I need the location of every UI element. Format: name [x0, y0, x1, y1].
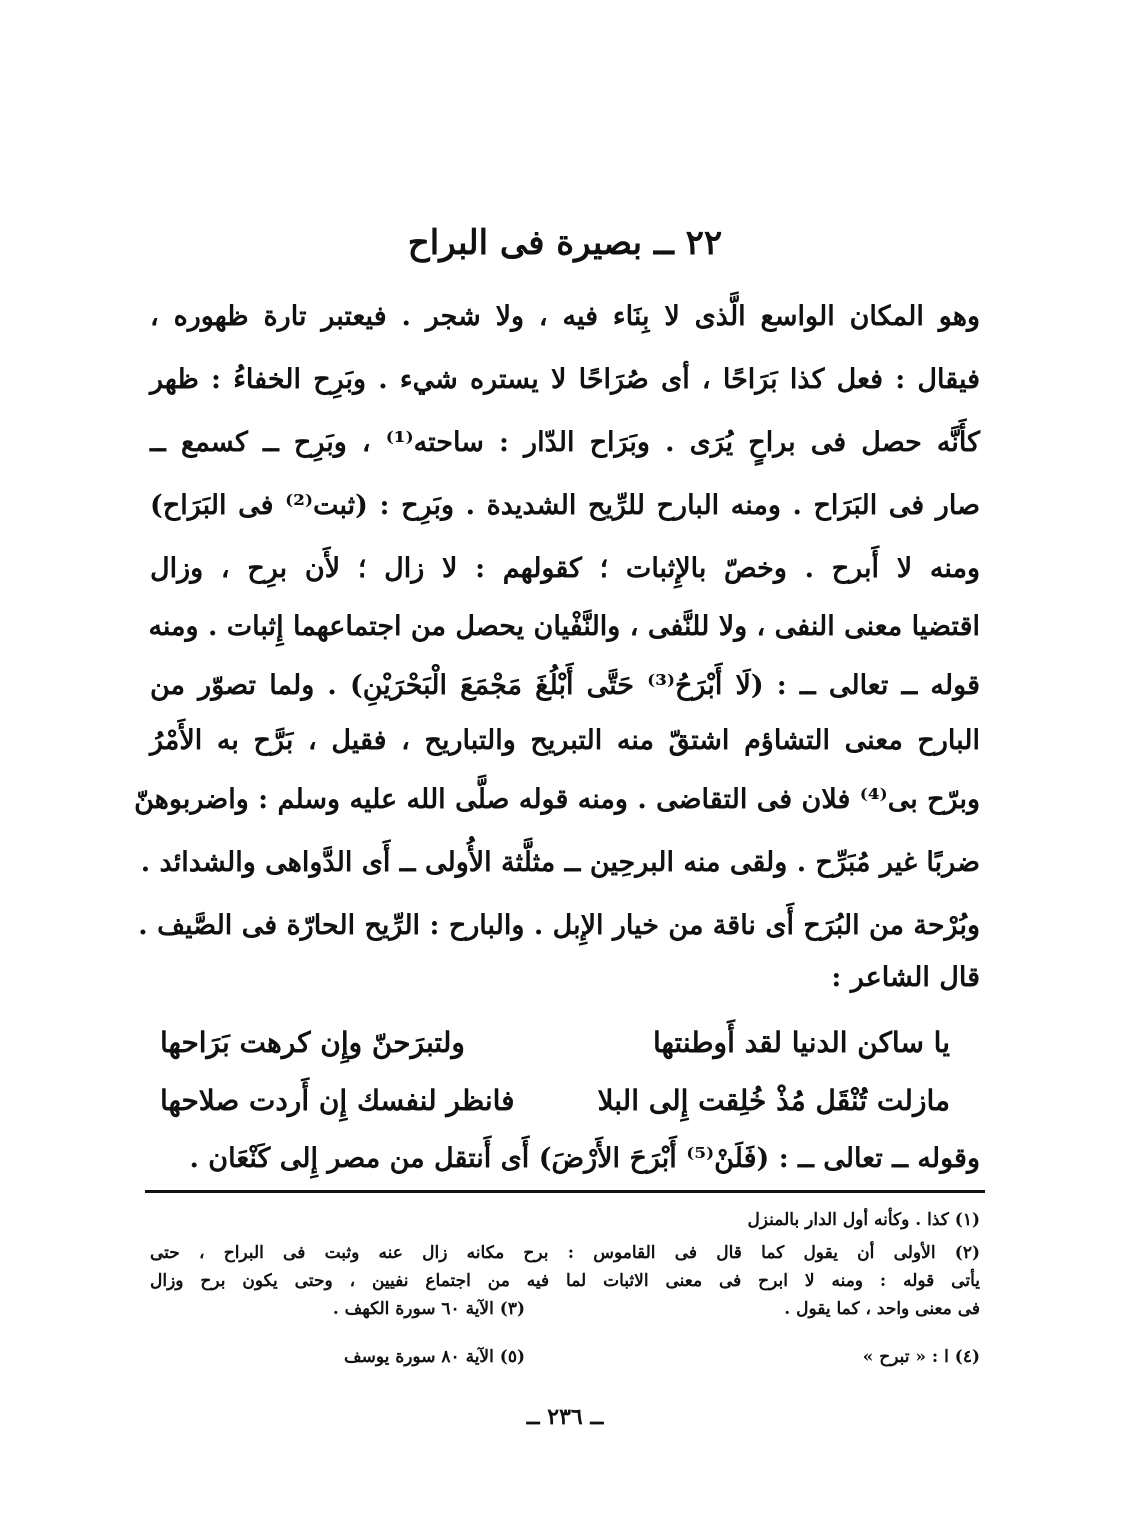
footnote-divider: [145, 1190, 985, 1193]
poem-second-hemistich: فانظر لنفسك إِن أَردت صلاحها: [160, 1084, 515, 1117]
closing-line: وقوله ــ تعالى ــ : (فَلَنْ⁽⁵⁾ أَبْرَحَ الأَرْضَ) أَى أَنتقل من مصر إِلى كَنْعَان .: [189, 1143, 980, 1174]
page-number: ــ ٢٣٦ ــ: [526, 1404, 604, 1430]
body-line: قال الشاعر :: [831, 962, 980, 993]
body-line: كأَنَّه حصل فى براحٍ يُرَى . وبَرَاح الدّار : ساحته⁽¹⁾ ، وبَرِح ــ كسمع ــ: [150, 427, 980, 458]
footnote-row: [150, 1344, 980, 1370]
footnote-2-line: يأتى قوله : ومنه لا ابرح فى معنى الاثبات لما فيه من اجتماع نفيين ، وحتى يكون برح وزال: [150, 1271, 980, 1291]
footnote-5: (٥) الآية ٨٠ سورة يوسف: [344, 1347, 525, 1367]
footnote-4: (٤) ا : « تبرح »: [862, 1347, 980, 1367]
body-line: صار فى البَرَاح . ومنه البارح للرِّيح الشديدة . وبَرِح : (ثبت⁽²⁾ فى البَرَاح): [150, 490, 980, 521]
body-line: قوله ــ تعالى ــ : (لَا أَبْرَحُ⁽³⁾ حَتَّى أَبْلُغَ مَجْمَعَ الْبَحْرَيْنِ) . ولما تصوّر من: [150, 670, 980, 701]
body-line: ومنه لا أَبرح . وخصّ بالإِثبات ؛ كقولهم : لا زال ؛ لأَن برِح ، وزال: [150, 553, 980, 584]
body-line: اقتضيا معنى النفى ، ولا للنَّفى ، والنَّفْيان يحصل من اجتماعهما إِثبات . ومنه: [148, 611, 980, 642]
poem-first-hemistich: يا ساكن الدنيا لقد أَوطنتها: [652, 1026, 950, 1059]
poem-second-hemistich: ولتبرَحنّ وإِن كرهت بَرَاحها: [160, 1026, 465, 1059]
body-line: فيقال : فعل كذا بَرَاحًا ، أى صُرَاحًا لا يستره شيء . وبَرِح الخفاءُ : ظهر: [150, 364, 980, 395]
footnote-row: [150, 1296, 980, 1322]
body-line: وبرّح بى⁽⁴⁾ فلان فى التقاضى . ومنه قوله صلَّى الله عليه وسلم : واضربوهنّ: [134, 784, 980, 815]
body-line: البارح معنى التشاؤم اشتقّ منه التبريح والتباريح ، فقيل ، بَرَّح به الأَمْرُ: [150, 725, 980, 756]
poem-verse: [160, 1076, 950, 1126]
poem-verse: [160, 1018, 950, 1068]
chapter-title: ٢٢ ــ بصيرة فى البراح: [407, 223, 723, 263]
footnote-3: (٣) الآية ٦٠ سورة الكهف .: [332, 1299, 525, 1319]
footnote-2-line: فى معنى واحد ، كما يقول .: [784, 1299, 980, 1319]
poem-first-hemistich: مازلت تُنْقَل مُذْ خُلِقت إِلى البلا: [597, 1084, 950, 1117]
footnote-1: (١) كذا . وكأنه أول الدار بالمنزل: [747, 1210, 980, 1230]
footnote-2-line: (٢) الأولى أن يقول كما قال فى القاموس : برح مكانه زال عنه وثبت فى البراح ، حتى: [150, 1243, 980, 1263]
body-line: ضربًا غير مُبَرِّح . ولقى منه البرحِين ــ مثلَّثة الأُولى ــ أَى الدَّواهى والشدائد .: [140, 847, 980, 878]
body-line: وبُرْحة من البُرَح أَى ناقة من خيار الإِبل . والبارح : الرِّيح الحارّة فى الصَّيف .: [138, 910, 980, 941]
body-line: وهو المكان الواسع الَّذى لا بِنَاء فيه ، ولا شجر . فيعتبر تارة ظهوره ،: [150, 301, 980, 332]
